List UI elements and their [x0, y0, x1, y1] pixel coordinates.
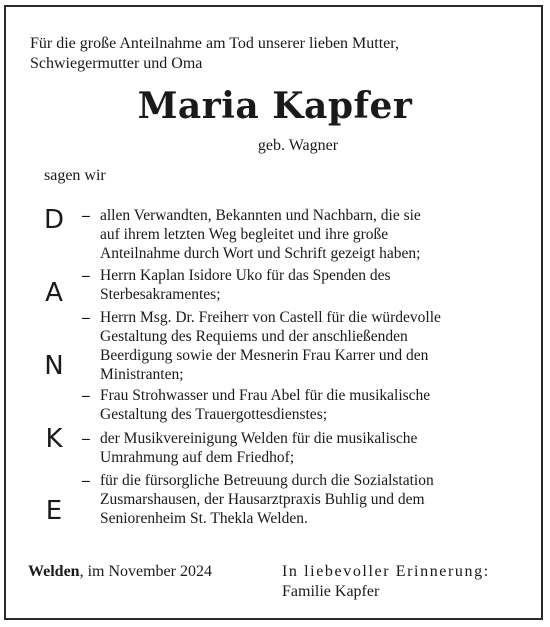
- place-date: [28, 562, 212, 582]
- item-line: Ministranten;: [100, 366, 184, 383]
- date-text: , im November 2024: [79, 563, 212, 580]
- intro-text: [30, 34, 530, 74]
- item-line: für die fürsorgliche Betreuung durch die Sozialstation: [100, 472, 434, 489]
- item-line: Sterbesakramentes;: [100, 286, 221, 303]
- danke-letter-k: K: [45, 424, 63, 454]
- danke-letter-n: N: [44, 351, 64, 381]
- item-line: Herrn Kaplan Isidore Uko für das Spenden des: [100, 267, 391, 284]
- place-name: Welden: [28, 563, 80, 580]
- item-dash: –: [82, 472, 90, 489]
- sagen-wir-text: sagen wir: [44, 167, 106, 184]
- item-line: auf ihrem letzten Weg begleitet und ihre große: [100, 226, 389, 243]
- danke-letter-a: A: [45, 278, 63, 308]
- item-line: Frau Strohwasser und Frau Abel für die musikalische: [100, 387, 431, 404]
- item-line: allen Verwandten, Bekannten und Nachbarn, die sie: [100, 207, 421, 224]
- thanks-item-care: [82, 471, 502, 528]
- item-dash: –: [82, 207, 90, 224]
- thanks-item-msg: [82, 308, 502, 384]
- maiden-name-line: [0, 136, 550, 156]
- thanks-item-music-church: [82, 386, 502, 424]
- item-dash: –: [82, 267, 90, 284]
- item-line: Umrahmung auf dem Friedhof;: [100, 449, 295, 466]
- item-dash: –: [82, 387, 90, 404]
- item-line: Herrn Msg. Dr. Freiherr von Castell für die würdevolle: [100, 309, 441, 326]
- item-line: Beerdigung sowie der Mesnerin Frau Karrer und den: [100, 347, 429, 364]
- item-dash: –: [82, 430, 90, 447]
- item-dash: –: [82, 309, 90, 326]
- item-line: Gestaltung des Trauergottesdienstes;: [100, 406, 328, 423]
- family-name: Familie Kapfer: [282, 583, 380, 600]
- item-line: der Musikvereinigung Welden für die musikalische: [100, 430, 418, 447]
- deceased-name: Maria Kapfer: [137, 85, 413, 127]
- danke-letter-d: D: [43, 205, 65, 235]
- signature-block: [282, 562, 490, 602]
- item-line: Zusmarshausen, der Hausarztpraxis Buhlig und dem: [100, 491, 425, 508]
- item-line: Gestaltung des Requiems und der anschließenden: [100, 328, 408, 345]
- thanks-item-music-cemetery: [82, 429, 502, 467]
- item-line: Seniorenheim St. Thekla Welden.: [100, 510, 308, 527]
- closing-text: In liebevoller Erinnerung:: [282, 563, 490, 580]
- intro-line-1: Für die große Anteilnahme am Tod unserer lieben Mutter,: [30, 35, 399, 52]
- intro-line-2: Schwiegermutter und Oma: [30, 55, 203, 72]
- thanks-item-kaplan: [82, 266, 502, 304]
- danke-letter-e: E: [45, 496, 63, 526]
- thanks-item-relatives: [82, 206, 502, 263]
- item-line: Anteilnahme durch Wort und Schrift gezeigt haben;: [100, 245, 421, 262]
- maiden-name: geb. Wagner: [257, 137, 339, 154]
